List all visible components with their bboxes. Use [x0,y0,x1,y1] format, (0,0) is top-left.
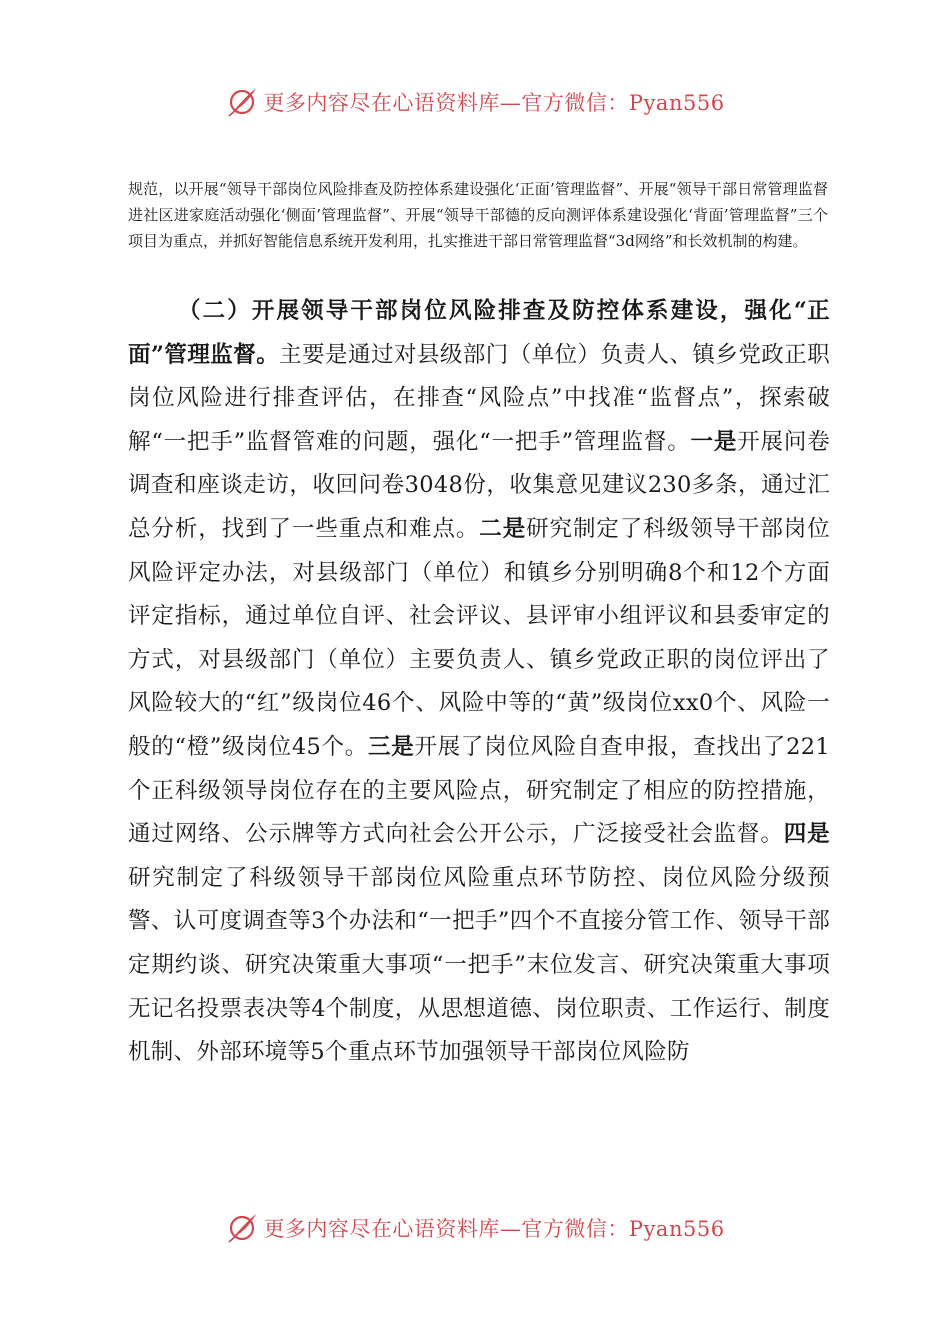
keyword-one: 一是 [690,428,738,455]
section-body [128,290,830,1075]
body-text-1: 主要是通过对县级部门（单位）负责人、镇乡党政正职岗位风险进行排查评估，在排查“风险点”中找准“监督点”，探索破解“一把手”监督管难的问题，强化“一把手”管理监督。 [128,341,830,455]
body-text-4: 开展了岗位风险自查申报，查找出了221个正科级领导岗位存在的主要风险点，研究制定了相应的防控措施，通过网络、公示牌等方式向社会公开公示，广泛接受社会监督。 [128,733,830,848]
section-heading-lead: （二）开展领导干部岗位风险排查及防控体系建设，强化 [178,298,794,324]
keyword-two: 二是 [479,515,527,542]
intro-paragraph: 规范，以开展“领导干部岗位风险排查及防控体系建设强化‘正面’管理监督”、开展“领导干部日常管理监督进社区进家庭活动强化‘侧面’管理监督”、开展“领导干部德的反向测评体系建设强化‘背面’管理监督”三个项目为重点，并抓好智能信息系统开发利用，扎实推进干部日常管理监督“3d网络”和长效机制的构建。 [128,180,828,250]
footer-banner [0,1208,950,1248]
banner-text: 更多内容尽在心语资料库—官方微信：Pyan556 [263,91,725,115]
quill-logo-icon [225,85,259,119]
keyword-four: 四是 [783,821,830,848]
header-banner [0,82,950,122]
body-text-3: 研究制定了科级领导干部岗位风险评定办法，对县级部门（单位）和镇乡分别明确8个和12个方面评定指标，通过单位自评、社会评议、县评审小组评议和县委审定的方式，对县级部门（单位）主要负责人、镇乡党政正职的岗位评出了风险较大的“红”级岗位46个、风险中等的“黄”级岗位xx0个、风险一般的“橙”级岗位45个。 [128,515,830,760]
body-text-2: 开展问卷调查和座谈走访，收回问卷3048份，收集意见建议230多条，通过汇总分析，找到了一些重点和难点。 [128,428,831,542]
quill-logo-icon [225,1211,259,1245]
keyword-three: 三是 [367,733,415,760]
section-heading-tail: “正面”管理监督。 [128,298,830,368]
body-text-5: 研究制定了科级领导干部岗位风险重点环节防控、岗位风险分级预警、认可度调查等3个办法和“一把手”四个不直接分管工作、领导干部定期约谈、研究决策重大事项“一把手”末位发言、研究决策重大事项无记名投票表决等4个制度，从思想道德、岗位职责、工作运行、制度机制、外部环境等5个重点环节加强领导干部岗位风险防 [128,864,830,1066]
banner-text: 更多内容尽在心语资料库—官方微信：Pyan556 [263,1217,725,1241]
